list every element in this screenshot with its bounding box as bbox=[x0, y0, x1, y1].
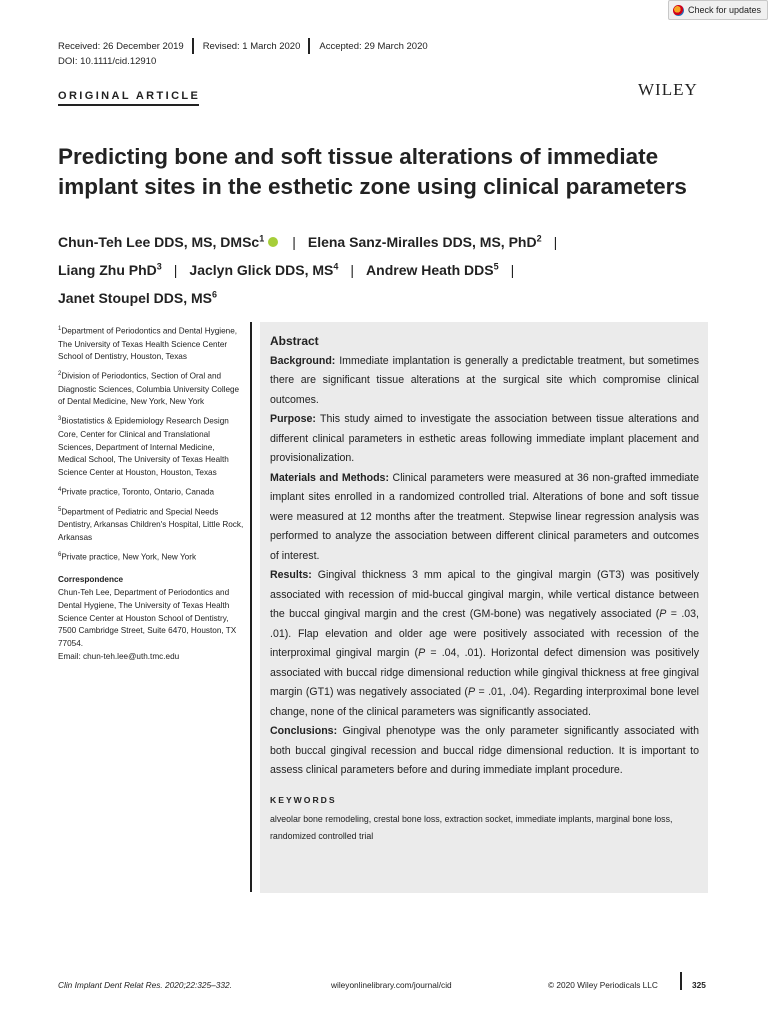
accepted-date: Accepted: 29 March 2020 bbox=[319, 40, 428, 52]
affiliation-number: 2 bbox=[58, 371, 62, 378]
author-name[interactable]: Chun-Teh Lee DDS, MS, DMSc$^1$ bbox=[58, 233, 265, 250]
keywords: alveolar bone remodeling, crestal bone loss, extraction socket, immediate implants, marginal bone loss, randomized controlled trial bbox=[270, 813, 673, 841]
affiliation-number: 4 bbox=[58, 486, 62, 493]
copyright: © 2020 Wiley Periodicals LLC bbox=[548, 980, 658, 990]
abstract-section: Background: Immediate implantation is generally a predictable treatment, but sometimes there are significant tissue alterations at the surgical site which compromise clinical outcomes. bbox=[270, 354, 699, 406]
abstract-section-label: Background: bbox=[270, 354, 336, 367]
author-affiliation-number: 3 bbox=[156, 261, 162, 272]
affiliation-number: 5 bbox=[58, 506, 62, 513]
abstract-heading: Abstract bbox=[270, 334, 319, 348]
journal-url[interactable]: wileyonlinelibrary.com/journal/cid bbox=[331, 980, 452, 990]
author-name[interactable]: Liang Zhu PhD$^3$ bbox=[58, 261, 162, 278]
article-dates bbox=[58, 38, 428, 54]
author-separator: | bbox=[350, 261, 355, 278]
affiliation: $^4$Private practice, Toronto, Ontario, Canada bbox=[58, 486, 215, 497]
affiliations-column bbox=[58, 323, 244, 664]
correspondence-heading: Correspondence bbox=[58, 575, 124, 585]
abstract-section-label: Conclusions: bbox=[270, 725, 338, 737]
author-name[interactable]: Janet Stoupel DDS, $MS^6$ bbox=[58, 289, 218, 306]
affiliation: $^2$Division of Periodontics, Section of Oral and Diagnostic Sciences, Columbia University College of Dental Medicine, New York, New York bbox=[58, 371, 240, 407]
abstract-section: Results: Gingival thickness 3 mm apical to the gingival margin (GT3) was positively associated with recession of mid-buccal gingival margin, while vertical distance between the buccal gingival margin and the crest (GM-bone) was negatively associated (P = .03, .01). Flap elevation and older age were positively associated with recession of the interproximal gingival margin (P = .04, .01). Horizontal defect dimension was positively associated with buccal ridge dimensional reduction while gingival thickness at free gingival margin (GT1) was negatively associated (P = .01, .04). Regarding interproximal bone level change, none of the clinical parameters was significantly associated. bbox=[270, 569, 700, 718]
affiliation: $^5$Department of Pediatric and Special Needs Dentistry, Arkansas Children's Hospital, Little Rock, Arkansas bbox=[58, 506, 244, 542]
affiliation-list bbox=[58, 323, 244, 564]
author-affiliation-number: 5 bbox=[493, 261, 499, 272]
check-for-updates-button[interactable] bbox=[668, 0, 768, 20]
footer-divider bbox=[680, 972, 682, 990]
divider bbox=[308, 38, 310, 54]
author-affiliation-number: 1 bbox=[259, 233, 265, 243]
divider bbox=[192, 38, 194, 54]
affiliation-number: 6 bbox=[58, 551, 62, 558]
abstract-section: Purpose: This study aimed to investigate the association between tissue alterations and different clinical parameters in esthetic areas following immediate implant placement and provisionalization. bbox=[270, 413, 699, 464]
keywords-heading: KEYWORDS bbox=[270, 794, 337, 805]
check-for-updates-label: Check for updates bbox=[688, 5, 762, 15]
author-name[interactable]: Jaclyn Glick DDS, $MS^4$ bbox=[189, 261, 339, 278]
author-list bbox=[58, 226, 718, 310]
revised-date: Revised: 1 March 2020 bbox=[202, 40, 301, 52]
author-separator: | bbox=[173, 261, 178, 278]
abstract-section-label: Purpose: bbox=[270, 413, 316, 425]
author-affiliation-number: 6 bbox=[212, 289, 218, 300]
author-separator: | bbox=[510, 261, 515, 278]
article-type: ORIGINAL ARTICLE bbox=[58, 90, 201, 102]
abstract-box bbox=[260, 322, 708, 893]
affiliation: $^3$Biostatistics & Epidemiology Research Design Core, Center for Clinical and Translational Sciences, Department of Internal Medicine, Medical School, The University of Texas Health Science Center at Houston, Houston, Texas bbox=[58, 416, 229, 478]
affiliation-number: 3 bbox=[58, 416, 62, 423]
received-date: Received: 26 December 2019 bbox=[58, 40, 184, 52]
correspondence-email[interactable]: Email: chun-teh.lee@uth.tmc.edu bbox=[58, 651, 180, 661]
doi[interactable]: DOI: 10.1111/cid.12910 bbox=[58, 56, 157, 67]
author-name[interactable]: Elena Sanz-Miralles DDS, MS, PhD$^2$ bbox=[307, 233, 542, 250]
abstract-sections bbox=[270, 352, 699, 781]
author-affiliation-number: 2 bbox=[536, 233, 542, 243]
correspondence-text: Chun-Teh Lee, Department of Periodontics and Dental Hygiene, The University of Texas Health Science Center at Houston School of Dentistry, 7500 Cambridge Street, Suite 6470, Houston, TX 77054. bbox=[58, 587, 237, 649]
publisher-logo: WILEY bbox=[638, 80, 698, 99]
abstract-section: Materials and Methods: Clinical parameters were measured at 36 non-grafted immediate implant sites enrolled in a randomized controlled trial. Alterations of bone and soft tissue were measured at 12 months after the treatment. Stepwise linear regression analysis was performed to analyze the association between different clinical parameters and outcomes of interest. bbox=[270, 471, 699, 562]
column-divider bbox=[250, 322, 252, 892]
article-title: Predicting bone and soft tissue alterations of immediate implant sites in the esthetic zone using clinical parameters bbox=[58, 144, 687, 199]
crossmark-icon bbox=[673, 5, 684, 16]
abstract-section-label: Results: bbox=[270, 569, 312, 581]
page-number: 325 bbox=[692, 980, 706, 990]
author-separator: | bbox=[292, 233, 296, 250]
affiliation: $^6$Private practice, New York, New York bbox=[58, 551, 197, 562]
orcid-icon[interactable] bbox=[268, 237, 278, 247]
journal-citation: Clin Implant Dent Relat Res. 2020;22:325–332. bbox=[58, 980, 232, 990]
abstract-section-label: Materials and Methods: bbox=[270, 471, 389, 484]
affiliation: $^1$Department of Periodontics and Dental Hygiene, The University of Texas Health Science Center School of Dentistry, Houston, Texas bbox=[58, 326, 238, 362]
affiliation-number: 1 bbox=[58, 326, 62, 332]
abstract-section: Conclusions: Gingival phenotype was the only parameter significantly associated with both buccal gingival recession and buccal ridge dimensional reduction. It is important to assess clinical parameters before and during immediate implant procedure. bbox=[270, 725, 699, 776]
author-affiliation-number: 4 bbox=[333, 261, 339, 272]
article-type-rule bbox=[58, 104, 199, 106]
author-separator: | bbox=[553, 233, 558, 250]
author-name[interactable]: Andrew Heath DDS$^5$ bbox=[366, 261, 499, 278]
